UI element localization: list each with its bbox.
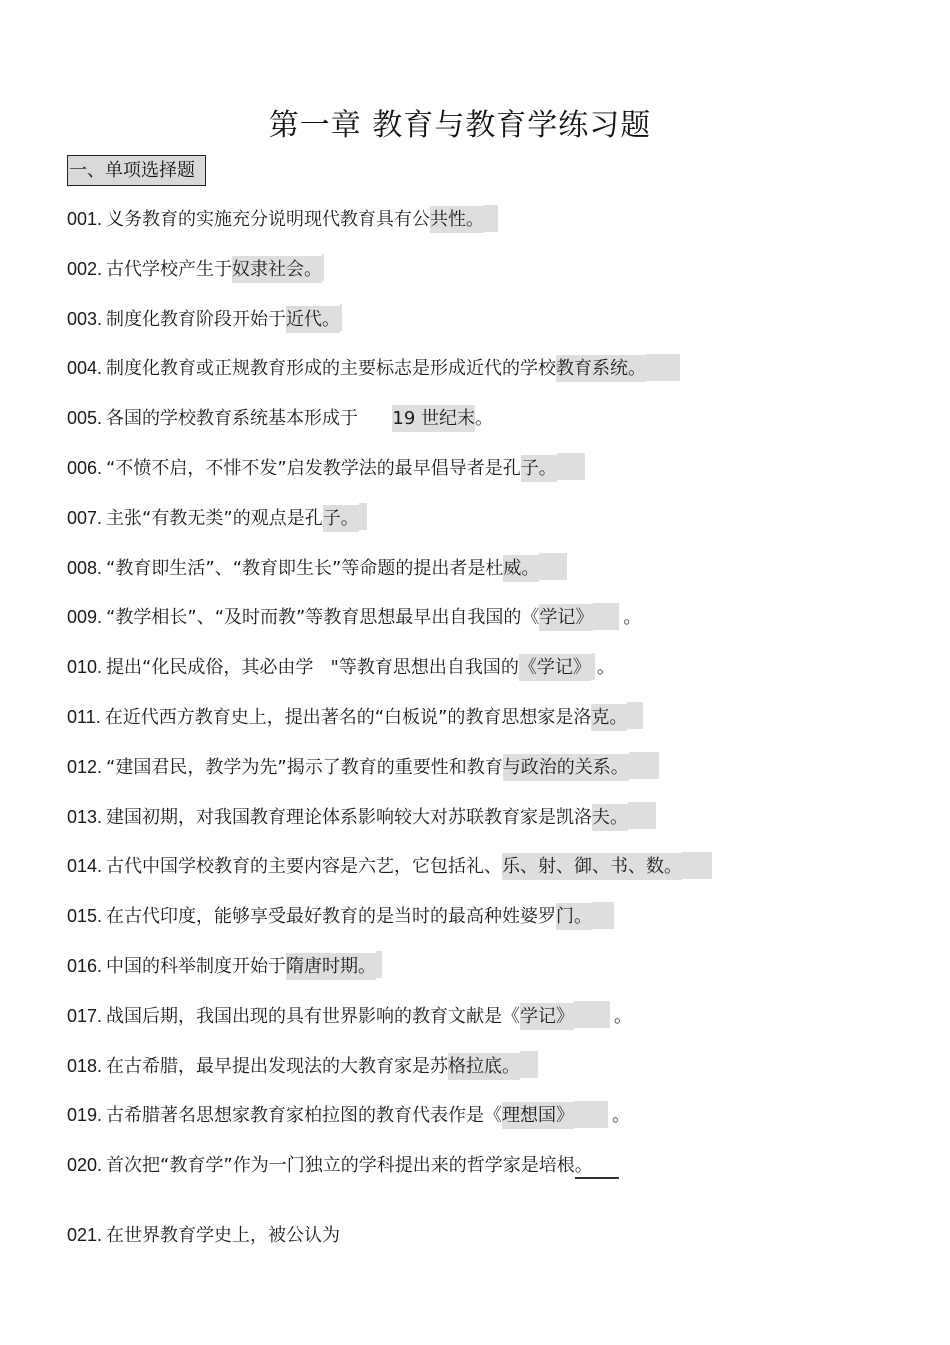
question-suffix: 。 <box>614 1005 633 1027</box>
question-number: 006. <box>67 457 103 478</box>
answer-highlight: 与政治的关系。 <box>503 754 629 781</box>
answer-blank <box>520 1051 538 1078</box>
page-title: 第一章 教育与教育学练习题 <box>268 108 652 143</box>
answer-blank <box>646 354 680 381</box>
question-number: 021. <box>67 1224 103 1245</box>
question-number: 020. <box>67 1155 103 1176</box>
question-item <box>67 201 927 251</box>
question-item <box>67 699 927 749</box>
answer-blank <box>593 603 619 630</box>
question-item <box>67 350 927 400</box>
question-text: 义务教育的实施充分说明现代教育具有公 <box>106 209 431 230</box>
answer-highlight: 理想国》 <box>502 1102 574 1129</box>
answer-blank <box>376 951 382 978</box>
answer-blank <box>484 205 498 232</box>
answer-highlight: 奴隶社会。 <box>232 256 322 283</box>
question-item <box>67 1097 927 1147</box>
question-text: 制度化教育或正规教育形成的主要标志是形成近代的学校 <box>106 358 557 380</box>
question-text: 古代学校产生于 <box>106 258 233 280</box>
question-text: 中国的科举制度开始于 <box>106 955 287 977</box>
question-item <box>67 1217 927 1267</box>
question-number: 017. <box>67 1005 103 1026</box>
answer-blank <box>539 553 567 580</box>
question-suffix: 。 <box>475 408 494 430</box>
question-item <box>67 301 927 351</box>
answer-blank <box>628 802 656 829</box>
question-item <box>67 400 927 450</box>
question-number: 001. <box>67 209 103 229</box>
question-number: 014. <box>67 856 103 877</box>
question-text: “教育即生活”、“教育即生长”等命题的提出者是杜 <box>106 557 504 579</box>
answer-blank <box>557 453 585 480</box>
answer-blank <box>322 254 324 281</box>
question-number: 010. <box>67 657 103 678</box>
question-item <box>67 948 927 998</box>
question-text: 古代中国学校教育的主要内容是六艺，它包括礼、 <box>106 856 503 878</box>
question-list <box>67 201 927 1267</box>
answer-blank <box>340 304 342 331</box>
question-suffix: 。 <box>596 657 615 679</box>
question-item <box>67 799 927 849</box>
question-text: 战国后期，我国出现的具有世界影响的教育文献是《 <box>106 1005 521 1027</box>
answer-highlight: 门。 <box>556 903 592 930</box>
question-text: 在古希腊，最早提出发现法的大教育家是苏 <box>106 1055 449 1077</box>
question-item <box>67 1048 927 1098</box>
answer-blank <box>593 1154 619 1179</box>
question-text: 首次把“教育学”作为一门独立的学科提出来的哲学家是培根 <box>106 1155 575 1177</box>
answer-highlight: 子。 <box>323 505 359 532</box>
answer-blank <box>574 1001 610 1028</box>
question-item <box>67 649 927 699</box>
question-text: 制度化教育阶段开始于 <box>106 308 287 330</box>
question-item <box>67 898 927 948</box>
question-text: “建国君民，教学为先”揭示了教育的重要性和教育 <box>106 756 503 778</box>
question-item <box>67 251 927 301</box>
answer-highlight: 格拉底。 <box>448 1053 520 1080</box>
question-number: 016. <box>67 955 103 976</box>
question-item <box>67 749 927 799</box>
question-text: “教学相长”、“及时而教”等教育思想最早出自我国的《 <box>106 607 540 629</box>
answer-underline: 。 <box>575 1155 593 1179</box>
question-text: 各国的学校教育系统基本形成于 <box>106 408 393 430</box>
answer-blank <box>591 653 595 680</box>
question-item <box>67 500 927 550</box>
answer-blank <box>359 503 367 530</box>
answer-highlight: 隋唐时期。 <box>286 953 376 980</box>
question-number: 019. <box>67 1105 103 1126</box>
answer-blank <box>627 702 643 729</box>
answer-highlight: 学记》 <box>520 1003 574 1030</box>
answer-highlight: 共性。 <box>430 206 484 233</box>
answer-highlight: 克。 <box>591 704 627 731</box>
question-number: 018. <box>67 1055 103 1076</box>
question-number: 013. <box>67 806 103 827</box>
answer-blank <box>682 852 712 879</box>
question-text: 古希腊著名思想家教育家柏拉图的教育代表作是《 <box>106 1105 503 1127</box>
question-item <box>67 998 927 1048</box>
question-item <box>67 550 927 600</box>
question-text: 提出“化民成俗，其必由学 "等教育思想出自我国的 <box>106 657 519 679</box>
question-item <box>67 450 927 500</box>
question-suffix: 。 <box>623 607 642 629</box>
question-text: “不愤不启，不悱不发”启发教学法的最早倡导者是孔 <box>106 457 521 479</box>
answer-highlight: 夫。 <box>592 804 628 831</box>
question-number: 007. <box>67 507 103 528</box>
question-number: 003. <box>67 308 103 329</box>
answer-blank <box>592 902 614 929</box>
question-number: 004. <box>67 358 103 379</box>
question-number: 015. <box>67 906 103 927</box>
answer-highlight: 学记》 <box>539 604 593 631</box>
answer-highlight: 威。 <box>503 555 539 582</box>
answer-highlight: 《学记》 <box>519 654 591 681</box>
answer-highlight: 乐、射、御、书、数。 <box>502 853 682 880</box>
section-heading: 一、单项选择题 <box>67 155 206 186</box>
question-number: 011. <box>67 706 101 727</box>
question-text: 在近代西方教育史上，提出著名的“白板说”的教育思想家是洛 <box>104 706 592 728</box>
answer-highlight: 子。 <box>521 455 557 482</box>
question-text: 主张“有教无类”的观点是孔 <box>106 507 323 529</box>
question-text: 在世界教育学史上，被公认为 <box>106 1224 341 1246</box>
question-text: 在古代印度，能够享受最好教育的是当时的最高种姓婆罗 <box>106 906 557 928</box>
question-number: 005. <box>67 408 103 429</box>
question-item <box>67 848 927 898</box>
question-number: 012. <box>67 756 103 777</box>
answer-highlight: 近代。 <box>286 306 340 333</box>
question-number: 008. <box>67 557 103 578</box>
question-item <box>67 1147 927 1197</box>
question-number: 002. <box>67 258 103 279</box>
answer-blank <box>574 1101 608 1128</box>
question-suffix: 。 <box>612 1105 631 1127</box>
answer-highlight: 19 世纪末 <box>392 405 475 432</box>
answer-blank <box>629 752 659 779</box>
answer-highlight: 教育系统。 <box>556 355 646 382</box>
question-item <box>67 599 927 649</box>
question-number: 009. <box>67 607 103 628</box>
question-text: 建国初期，对我国教育理论体系影响较大对苏联教育家是凯洛 <box>106 806 593 828</box>
